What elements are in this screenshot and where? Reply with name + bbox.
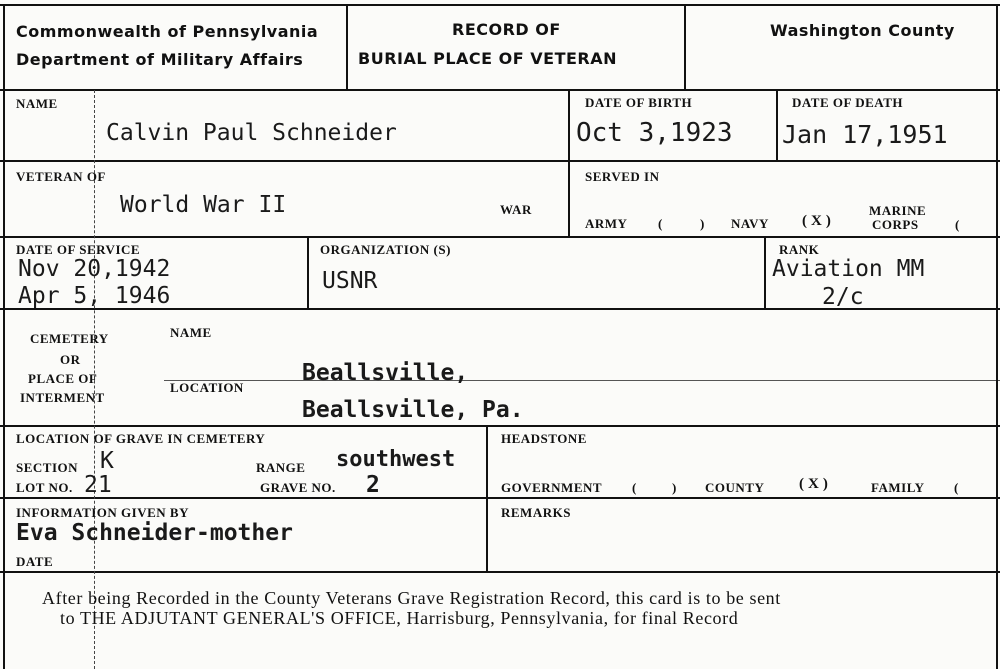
government-label: GOVERNMENT [501, 480, 603, 495]
cemetery-location-value: Beallsville, Pa. [302, 397, 524, 423]
rule-top [0, 4, 1000, 6]
service-end-date: Apr 5, 1946 [18, 283, 171, 309]
government-paren-open: ( [632, 480, 637, 495]
date-of-birth-value: Oct 3,1923 [576, 118, 733, 148]
veteran-of-label: VETERAN OF [16, 169, 106, 184]
date-of-death-label: DATE OF DEATH [792, 95, 903, 110]
grave-no-value: 2 [366, 472, 380, 498]
rule-cemetery-bottom [0, 425, 1000, 427]
date-of-service-label: DATE OF SERVICE [16, 242, 141, 257]
rule-v-rank [764, 236, 766, 309]
section-value: K [100, 448, 114, 474]
range-label: RANGE [256, 460, 306, 475]
rank-value-line-2: 2/c [822, 284, 864, 310]
rule-info-bottom [0, 571, 1000, 573]
cemetery-name-label: NAME [170, 325, 212, 340]
rule-v-org [307, 236, 309, 309]
organization-value: USNR [322, 268, 378, 294]
navy-checkmark: (X) [802, 213, 835, 229]
army-label: ARMY [585, 216, 628, 231]
name-label: NAME [16, 96, 58, 111]
family-label: FAMILY [871, 480, 925, 495]
cemetery-name-value: Beallsville, [302, 360, 469, 386]
rule-v-right [996, 4, 998, 669]
agency-line-2: Department of Military Affairs [16, 50, 304, 69]
army-paren-close: ) [700, 216, 705, 231]
rank-label: RANK [779, 242, 820, 257]
lot-no-label: LOT NO. [16, 480, 73, 495]
rule-v-header-1 [346, 4, 348, 90]
rule-v-death [776, 89, 778, 161]
agency-line-1: Commonwealth of Pennsylvania [16, 22, 319, 41]
family-paren-open: ( [954, 480, 959, 495]
rule-veteran-bottom [0, 236, 1000, 238]
cemetery-label-line-4: INTERMENT [20, 390, 105, 405]
veteran-name: Calvin Paul Schneider [106, 120, 397, 146]
cemetery-label-line-3: PLACE OF [28, 371, 98, 386]
form-title-line-1: RECORD OF [452, 20, 561, 39]
footer-instruction-line-1: After being Recorded in the County Veterans Grave Registration Record, this card is to be sent [42, 588, 781, 608]
date-of-birth-label: DATE OF BIRTH [585, 95, 693, 110]
war-label: WAR [500, 202, 532, 217]
remarks-label: REMARKS [501, 505, 571, 520]
county-header: Washington County [770, 21, 955, 40]
marine-label-line-2: CORPS [872, 217, 919, 232]
veteran-of-value: World War II [120, 192, 287, 218]
rule-v-left [3, 4, 5, 669]
section-label: SECTION [16, 460, 79, 475]
cemetery-label-line-2: OR [60, 352, 81, 367]
rule-v-birth [568, 89, 570, 237]
served-in-label: SERVED IN [585, 169, 660, 184]
rule-location-underline [164, 380, 1000, 381]
service-start-date: Nov 20,1942 [18, 256, 171, 282]
range-value: southwest [336, 447, 456, 472]
rule-v-header-2 [684, 4, 686, 90]
cemetery-location-label: LOCATION [170, 380, 244, 395]
date-label: DATE [16, 554, 54, 569]
rule-grave-bottom [0, 497, 1000, 499]
rule-v-headstone [486, 425, 488, 572]
rank-value-line-1: Aviation MM [772, 256, 925, 282]
date-of-death-value: Jan 17,1951 [782, 120, 948, 149]
grave-location-label: LOCATION OF GRAVE IN CEMETERY [16, 431, 266, 446]
county-checkmark: (X) [799, 476, 832, 492]
grave-no-label: GRAVE NO. [260, 480, 336, 495]
form-title-line-2: BURIAL PLACE OF VETERAN [358, 49, 618, 68]
navy-label: NAVY [731, 216, 769, 231]
footer-instruction-line-2: to THE ADJUTANT GENERAL'S OFFICE, Harrisburg, Pennsylvania, for final Record [60, 608, 739, 628]
info-given-by-label: INFORMATION GIVEN BY [16, 505, 189, 520]
county-label: COUNTY [705, 480, 765, 495]
cemetery-label-line-1: CEMETERY [30, 331, 109, 346]
marine-label-line-1: MARINE [869, 203, 927, 218]
info-given-by-value: Eva Schneider-mother [16, 520, 293, 546]
headstone-label: HEADSTONE [501, 431, 587, 446]
army-paren-open: ( [658, 216, 663, 231]
rule-name-bottom [0, 160, 1000, 162]
lot-no-value: 21 [84, 472, 112, 498]
organization-label: ORGANIZATION (S) [320, 242, 451, 257]
marine-paren-open: ( [955, 217, 960, 232]
rule-header-bottom [0, 89, 1000, 91]
government-paren-close: ) [672, 480, 677, 495]
